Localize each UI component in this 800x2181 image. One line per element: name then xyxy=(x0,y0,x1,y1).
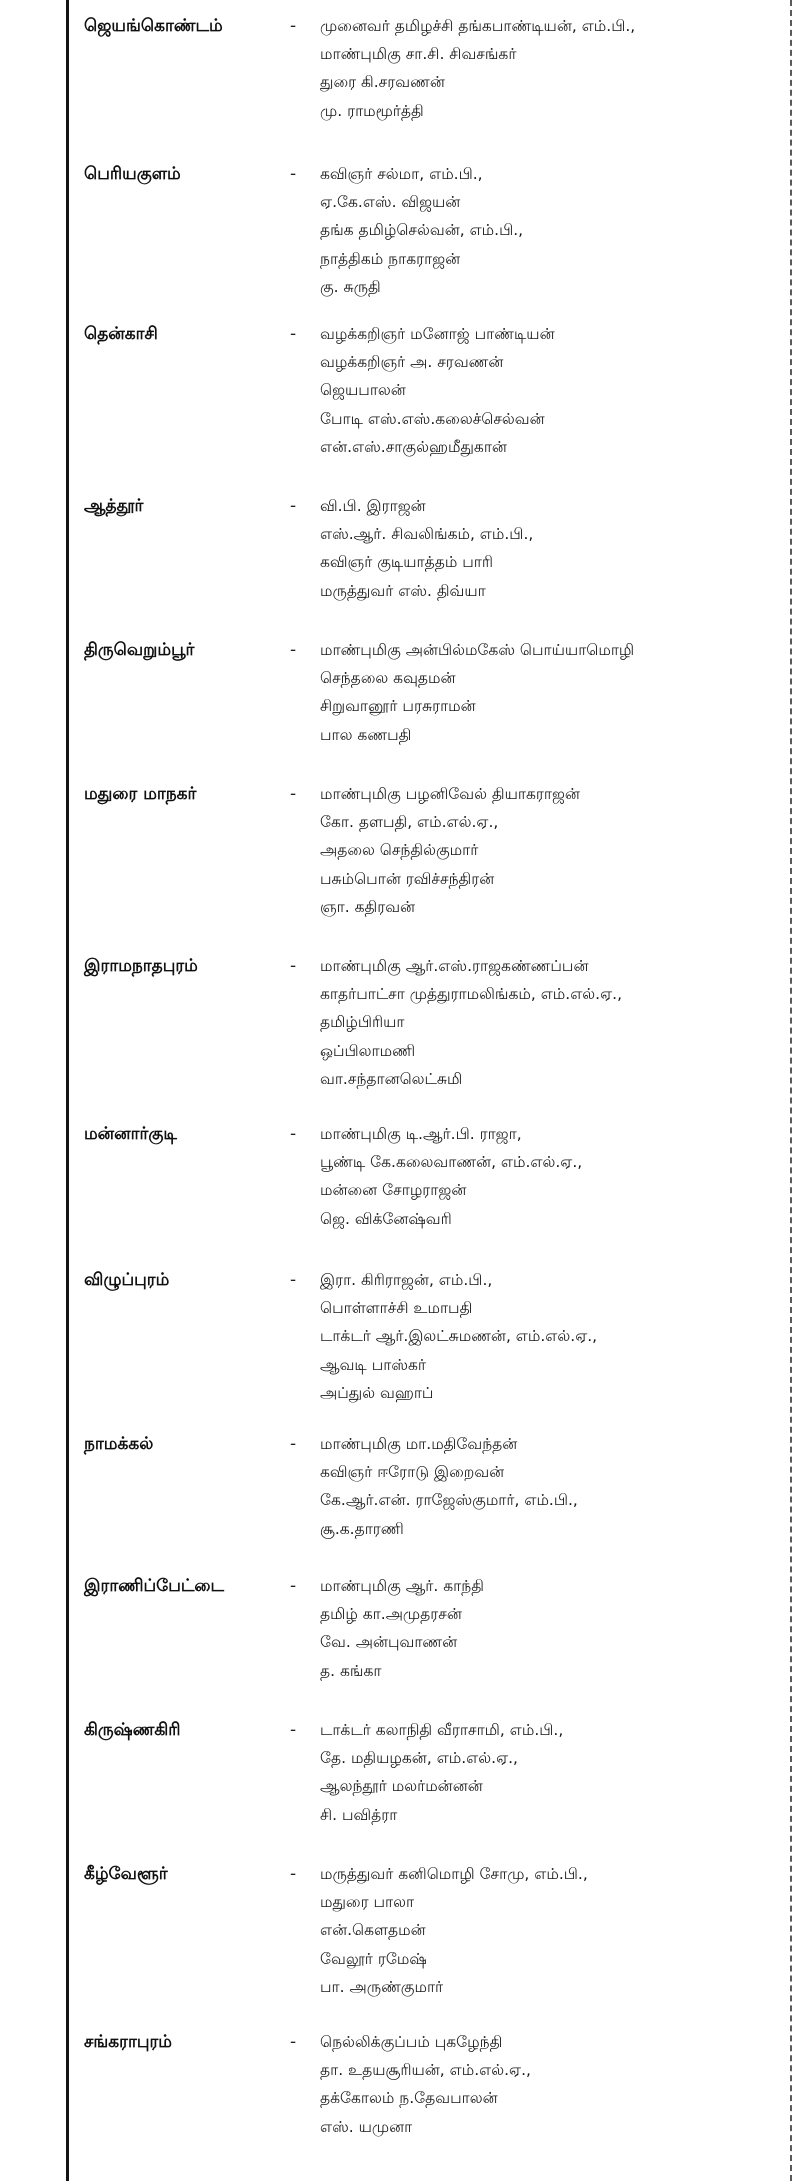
separator-dash: - xyxy=(290,1434,297,1454)
separator-dash: - xyxy=(290,2032,297,2052)
separator-dash: - xyxy=(290,1576,297,1596)
separator-dash: - xyxy=(290,784,297,804)
member-name: ஜெ. விக்னேஷ்வரி xyxy=(320,1209,452,1228)
member-name: பால கணபதி xyxy=(320,725,412,744)
member-name: பசும்பொன் ரவிச்சந்திரன் xyxy=(320,869,495,888)
member-name: சிறுவானூர் பரசுராமன் xyxy=(320,697,476,716)
member-name: ஆவடி பாஸ்கர் xyxy=(320,1355,426,1374)
member-name: கு. சுருதி xyxy=(320,277,381,296)
member-name: டாக்டர் ஆர்.இலட்சுமணன், எம்.எல்.ஏ., xyxy=(320,1327,598,1346)
separator-dash: - xyxy=(290,1864,297,1884)
member-name: சி. பவித்ரா xyxy=(320,1805,398,1824)
member-name: ஞா. கதிரவன் xyxy=(320,897,416,916)
member-name: முனைவர் தமிழச்சி தங்கபாண்டியன், எம்.பி., xyxy=(320,17,636,35)
member-name: த. கங்கா xyxy=(320,1661,382,1680)
district-name: ஆத்தூர் xyxy=(84,496,144,516)
member-name: கோ. தளபதி, எம்.எல்.ஏ., xyxy=(320,813,499,832)
district-name: இராமநாதபுரம் xyxy=(84,956,198,976)
member-list xyxy=(320,780,780,921)
member-list xyxy=(320,12,780,125)
member-name: மருத்துவர் எஸ். திவ்யா xyxy=(320,581,486,600)
member-list xyxy=(320,160,780,301)
member-name: வே. அன்புவாணன் xyxy=(320,1633,458,1652)
district-name: ஜெயங்கொண்டம் xyxy=(84,16,223,36)
member-name: மருத்துவர் கனிமொழி சோமு, எம்.பி., xyxy=(320,1865,588,1883)
member-name: மாண்புமிகு டி.ஆர்.பி. ராஜா, xyxy=(320,1125,522,1143)
member-list xyxy=(320,492,780,605)
member-name: பூண்டி கே.கலைவாணன், எம்.எல்.ஏ., xyxy=(320,1153,583,1172)
separator-dash: - xyxy=(290,496,297,516)
district-name: கீழ்வேளூர் xyxy=(84,1864,168,1884)
member-name: நாத்திகம் நாகராஜன் xyxy=(320,249,461,268)
member-name: மதுரை பாலா xyxy=(320,1893,415,1912)
member-list xyxy=(320,1572,780,1685)
district-name: நாமக்கல் xyxy=(84,1434,154,1454)
member-name: தா. உதயசூரியன், எம்.எல்.ஏ., xyxy=(320,2061,531,2080)
member-name: ஒப்பிலாமணி xyxy=(320,1041,416,1060)
member-name: மாண்புமிகு ஆர். காந்தி xyxy=(320,1577,484,1595)
district-name: பெரியகுளம் xyxy=(84,164,181,184)
member-name: வழக்கறிஞர் அ. சரவணன் xyxy=(320,353,504,372)
member-name: எஸ். யமுனா xyxy=(320,2117,413,2136)
separator-dash: - xyxy=(290,1124,297,1144)
member-name: வழக்கறிஞர் மனோஜ் பாண்டியன் xyxy=(320,325,555,343)
member-name: கே.ஆர்.என். ராஜேஸ்குமார், எம்.பி., xyxy=(320,1491,578,1510)
member-name: பா. அருண்குமார் xyxy=(320,1977,444,1996)
member-list xyxy=(320,2028,780,2141)
member-name: கவிஞர் ஈரோடு இறைவன் xyxy=(320,1463,505,1482)
member-name: என்.எஸ்.சாகுல்ஹமீதுகான் xyxy=(320,437,507,456)
district-name: விழுப்புரம் xyxy=(84,1270,170,1290)
member-list xyxy=(320,1716,780,1829)
district-name: மதுரை மாநகர் xyxy=(84,784,197,804)
member-name: டாக்டர் கலாநிதி வீராசாமி, எம்.பி., xyxy=(320,1721,564,1739)
separator-dash: - xyxy=(290,640,297,660)
left-border-rule xyxy=(66,0,69,2181)
member-name: தமிழ்பிரியா xyxy=(320,1013,405,1032)
member-name: காதர்பாட்சா முத்துராமலிங்கம், எம்.எல்.ஏ., xyxy=(320,985,623,1004)
member-name: வி.பி. இராஜன் xyxy=(320,497,426,515)
member-name: ஏ.கே.எஸ். விஜயன் xyxy=(320,193,461,212)
member-name: அதலை செந்தில்குமார் xyxy=(320,841,479,860)
member-name: அப்துல் வஹாப் xyxy=(320,1383,434,1402)
member-name: கவிஞர் குடியாத்தம் பாரி xyxy=(320,553,494,572)
separator-dash: - xyxy=(290,16,297,36)
member-name: மாண்புமிகு பழனிவேல் தியாகராஜன் xyxy=(320,785,580,803)
district-name: தென்காசி xyxy=(84,324,158,344)
member-name: என்.கௌதமன் xyxy=(320,1921,426,1940)
member-name: மாண்புமிகு சா.சி. சிவசங்கர் xyxy=(320,45,517,64)
member-name: கவிஞர் சல்மா, எம்.பி., xyxy=(320,165,483,183)
member-name: போடி எஸ்.எஸ்.கலைச்செல்வன் xyxy=(320,409,545,428)
district-name: சங்கராபுரம் xyxy=(84,2032,172,2052)
member-name: ஜெயபாலன் xyxy=(320,381,406,400)
member-name: மாண்புமிகு அன்பில்மகேஸ் பொய்யாமொழி xyxy=(320,641,635,659)
member-list xyxy=(320,320,780,461)
member-name: இரா. கிரிராஜன், எம்.பி., xyxy=(320,1271,493,1289)
member-list xyxy=(320,952,780,1093)
separator-dash: - xyxy=(290,1270,297,1290)
member-list xyxy=(320,1266,780,1407)
member-list xyxy=(320,1430,780,1543)
member-list xyxy=(320,636,780,749)
member-name: ஆலந்தூர் மலர்மன்னன் xyxy=(320,1777,483,1796)
right-dashed-border xyxy=(790,0,792,2181)
member-name: மாண்புமிகு மா.மதிவேந்தன் xyxy=(320,1435,518,1453)
district-name: மன்னார்குடி xyxy=(84,1124,177,1144)
member-name: மு. ராமமூர்த்தி xyxy=(320,101,424,120)
member-name: நெல்லிக்குப்பம் புகழேந்தி xyxy=(320,2033,503,2051)
member-name: வேலூர் ரமேஷ் xyxy=(320,1949,427,1968)
member-name: தக்கோலம் ந.தேவபாலன் xyxy=(320,2089,498,2108)
member-name: வா.சந்தானலெட்சுமி xyxy=(320,1069,463,1088)
separator-dash: - xyxy=(290,164,297,184)
separator-dash: - xyxy=(290,324,297,344)
member-name: தே. மதியழகன், எம்.எல்.ஏ., xyxy=(320,1749,518,1768)
member-name: சூ.க.தாரணி xyxy=(320,1519,404,1538)
member-name: தங்க தமிழ்செல்வன், எம்.பி., xyxy=(320,221,524,240)
district-name: கிருஷ்ணகிரி xyxy=(84,1720,181,1740)
member-name: மன்னை சோழராஜன் xyxy=(320,1181,467,1200)
member-list xyxy=(320,1120,780,1233)
member-name: துரை கி.சரவணன் xyxy=(320,73,445,92)
separator-dash: - xyxy=(290,956,297,976)
member-name: மாண்புமிகு ஆர்.எஸ்.ராஜகண்ணப்பன் xyxy=(320,957,589,975)
member-name: தமிழ் கா.அமுதரசன் xyxy=(320,1605,462,1624)
member-name: எஸ்.ஆர். சிவலிங்கம், எம்.பி., xyxy=(320,525,534,544)
member-name: செந்தலை கவுதமன் xyxy=(320,669,456,688)
separator-dash: - xyxy=(290,1720,297,1740)
district-name: இராணிப்பேட்டை xyxy=(84,1576,225,1596)
district-name: திருவெறும்பூர் xyxy=(84,640,195,660)
member-name: பொள்ளாச்சி உமாபதி xyxy=(320,1299,473,1318)
member-list xyxy=(320,1860,780,2001)
